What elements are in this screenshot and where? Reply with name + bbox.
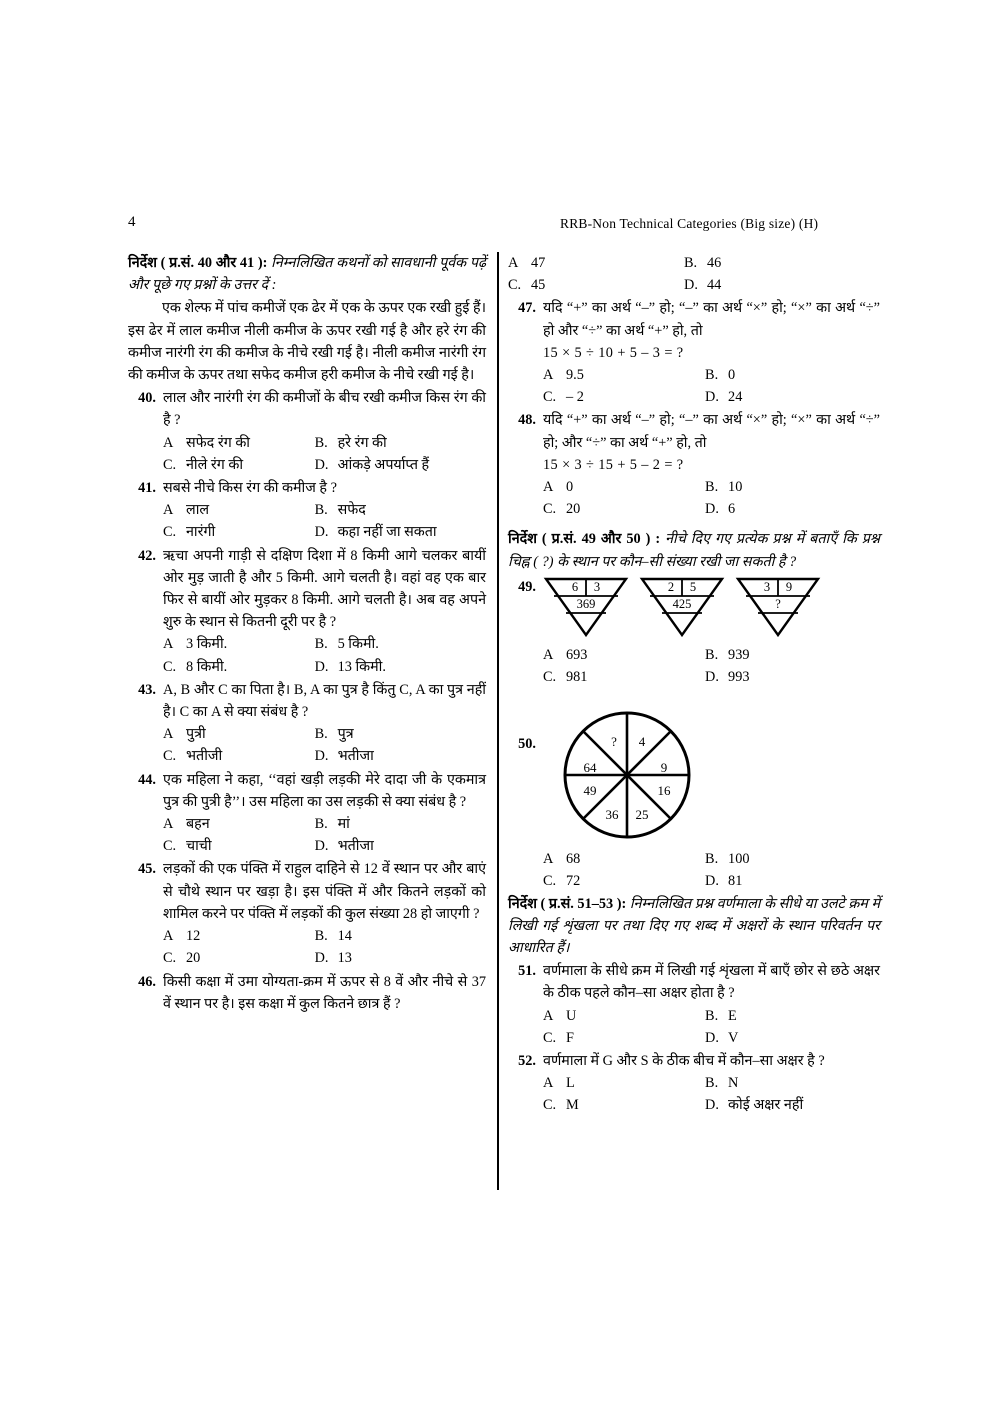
option-value: भतीजा xyxy=(337,748,374,765)
option-value: नारंगी xyxy=(186,524,216,541)
question-41 xyxy=(128,477,486,544)
option-row xyxy=(163,925,486,947)
question-42 xyxy=(128,545,486,678)
question-49-figure xyxy=(543,576,880,640)
option-d[interactable] xyxy=(705,870,880,892)
option-row xyxy=(543,644,880,666)
option-row xyxy=(163,947,486,969)
option-value: 68 xyxy=(566,851,581,868)
option-row xyxy=(163,499,486,521)
option-value: 8 किमी. xyxy=(186,658,228,675)
option-b[interactable] xyxy=(315,499,486,521)
directions-51-53 xyxy=(508,893,880,960)
option-label: C. xyxy=(163,456,177,473)
option-b[interactable] xyxy=(684,252,874,274)
question-46-text: किसी कक्षा में उमा योग्यता-क्रम में ऊपर से 8 वें और नीचे से 37 वें स्थान पर है। इस कक्षा में कुल कितने छात्र हैं ? xyxy=(163,973,486,1012)
directions-40-41 xyxy=(128,252,486,296)
option-label: D. xyxy=(314,658,329,675)
question-46-number: 46. xyxy=(138,973,156,990)
option-label: D. xyxy=(705,1097,719,1114)
directions-51-53-body: निम्नलिखित प्रश्न वर्णमाला के सीधे या उलटे क्रम में लिखी गई शृंखला पर तथा दिए गए शब्द में अक्षरों के स्थान परिवर्तन पर आधारित हैं। xyxy=(508,895,880,957)
directions-51-53-lead: निर्देश ( प्र.सं. 51–53 ): xyxy=(508,895,627,912)
option-d[interactable] xyxy=(705,1027,880,1049)
option-value: सफेद xyxy=(337,502,366,519)
option-value: 939 xyxy=(728,646,750,663)
triangle-3-top-right: 9 xyxy=(785,579,793,594)
question-50-options xyxy=(543,848,880,892)
question-48-text: यदि “+” का अर्थ “–” हो; “–” का अर्थ “×” हो; “×” का अर्थ “÷” हो; और “÷” का अर्थ “+” हो, तो xyxy=(543,412,880,451)
option-label: D. xyxy=(314,524,329,541)
option-label: A xyxy=(163,434,174,451)
option-value: भतीजी xyxy=(186,748,223,765)
option-value: 993 xyxy=(728,669,750,686)
option-value: U xyxy=(566,1007,577,1024)
question-52-options xyxy=(543,1072,880,1116)
option-d[interactable] xyxy=(705,666,880,688)
sector-value-4: 16 xyxy=(657,783,671,799)
option-label: B. xyxy=(314,816,328,833)
option-label: B. xyxy=(314,726,328,743)
option-value: पुत्री xyxy=(186,726,206,743)
option-b[interactable] xyxy=(315,432,486,454)
option-value: पुत्र xyxy=(337,726,354,743)
question-41-options xyxy=(163,499,486,543)
option-c[interactable] xyxy=(543,870,705,892)
triangle-1-top xyxy=(543,580,629,595)
option-row xyxy=(163,745,486,767)
option-label: D. xyxy=(314,456,329,473)
option-row xyxy=(508,274,880,296)
question-45-options xyxy=(163,925,486,969)
question-48 xyxy=(508,409,880,520)
option-label: D. xyxy=(684,277,698,294)
option-label: B. xyxy=(684,255,698,271)
option-value: – 2 xyxy=(566,389,584,406)
option-label: C. xyxy=(543,501,557,518)
passage-shirts: एक शेल्फ में पांच कमीजें एक ढेर में एक के ऊपर एक रखी हुई हैं। इस ढेर में लाल कमीज नीली कमीज के ऊपर रखी गई है और हरे रंग की कमीज नारंगी रंग की कमीज के नीचे रखी गई है। नीली कमीज नारंगी रंग की कमीज के ऊपर तथा सफेद कमीज हरी कमीज के नीचे रखी गई है। xyxy=(128,300,486,384)
question-40-text: लाल और नारंगी रंग की कमीजों के बीच रखी कमीज किस रंग की है ? xyxy=(163,390,486,429)
question-46 xyxy=(128,971,486,1015)
directions-40-41-lead: निर्देश ( प्र.सं. 40 और 41 ): xyxy=(128,255,268,271)
question-52 xyxy=(508,1050,880,1117)
option-value: 24 xyxy=(728,389,743,406)
option-label: C. xyxy=(543,389,557,406)
triangle-1 xyxy=(543,576,629,638)
question-40 xyxy=(128,387,486,476)
option-value: नीले रंग की xyxy=(186,456,244,473)
option-d[interactable] xyxy=(315,454,486,476)
option-a[interactable] xyxy=(163,925,315,947)
option-label: A xyxy=(543,1007,554,1024)
option-value: 0 xyxy=(728,367,736,384)
option-label: B. xyxy=(705,1075,719,1092)
question-43 xyxy=(128,679,486,768)
option-row xyxy=(163,633,486,655)
option-row xyxy=(543,848,880,870)
question-52-number: 52. xyxy=(518,1053,536,1070)
option-label: A xyxy=(543,479,554,496)
page-number: 4 xyxy=(128,214,136,230)
question-41-number: 41. xyxy=(138,480,156,497)
option-label: C. xyxy=(543,873,557,890)
option-row xyxy=(543,870,880,892)
question-50-figure xyxy=(557,709,697,841)
option-label: A xyxy=(543,646,554,663)
option-c[interactable] xyxy=(163,745,315,767)
option-a[interactable] xyxy=(163,813,315,835)
option-row xyxy=(543,476,880,498)
option-d[interactable] xyxy=(705,498,880,520)
option-value: 693 xyxy=(566,646,588,663)
option-value: M xyxy=(566,1097,579,1114)
question-44-text: एक महिला ने कहा, ‘‘वहां खड़ी लड़की मेरे दादा जी के एकमात्र पुत्र की पुत्री है’’। उस महिला का उस लड़की से क्या संबंध है ? xyxy=(163,771,486,810)
option-value: 20 xyxy=(186,950,201,967)
option-label: A xyxy=(163,502,174,519)
option-label: B. xyxy=(314,502,328,519)
option-b[interactable] xyxy=(315,723,486,745)
question-47 xyxy=(508,297,880,408)
question-44-options xyxy=(163,813,486,857)
option-d[interactable] xyxy=(315,835,486,857)
question-49-options xyxy=(543,644,880,688)
sector-value-6: 36 xyxy=(605,807,619,823)
option-row xyxy=(543,1027,880,1049)
option-a[interactable] xyxy=(543,848,705,870)
option-c[interactable] xyxy=(543,1027,705,1049)
question-51-text: वर्णमाला के सीधे क्रम में लिखी गई शृंखला में बाएँ छोर से छठे अक्षर के ठीक पहले कौन–सा अक्षर होता है ? xyxy=(543,963,880,1002)
left-column xyxy=(128,252,486,1015)
column-divider xyxy=(497,252,499,1190)
option-value: 44 xyxy=(707,277,722,294)
question-40-number: 40. xyxy=(138,390,156,407)
option-value: मां xyxy=(337,816,350,833)
option-label: B. xyxy=(705,1007,719,1024)
option-d[interactable] xyxy=(705,386,880,408)
option-label: B. xyxy=(705,367,719,384)
option-b[interactable] xyxy=(315,633,486,655)
triangle-3-bottom: ? xyxy=(775,596,781,611)
option-a[interactable] xyxy=(508,252,684,274)
option-d[interactable] xyxy=(705,1094,880,1116)
option-value: 100 xyxy=(728,851,750,868)
option-value: चाची xyxy=(186,838,212,855)
option-value: 10 xyxy=(728,479,743,496)
sector-value-5: 25 xyxy=(635,807,649,823)
option-row xyxy=(543,498,880,520)
sector-value-8: 64 xyxy=(583,760,597,776)
option-c[interactable] xyxy=(543,386,705,408)
question-49-number: 49. xyxy=(518,578,536,595)
option-value: 3 किमी. xyxy=(186,636,228,653)
sector-value-1: ? xyxy=(611,734,617,750)
option-value: लाल xyxy=(186,502,210,519)
option-row xyxy=(543,1005,880,1027)
option-label: A xyxy=(163,816,174,833)
option-row xyxy=(163,521,486,543)
option-label: A xyxy=(163,726,174,743)
option-value: कहा नहीं जा सकता xyxy=(337,524,437,541)
question-48-options xyxy=(543,476,880,520)
option-value: E xyxy=(728,1007,737,1024)
sector-value-2: 4 xyxy=(638,734,646,750)
option-d[interactable] xyxy=(684,274,874,296)
triangle-2-top xyxy=(639,580,725,595)
question-51-number: 51. xyxy=(518,963,536,980)
option-label: D. xyxy=(705,501,719,518)
option-c[interactable] xyxy=(163,947,315,969)
option-label: C. xyxy=(543,669,557,686)
option-a[interactable] xyxy=(543,1005,705,1027)
option-b[interactable] xyxy=(315,813,486,835)
option-c[interactable] xyxy=(543,498,705,520)
option-label: B. xyxy=(314,636,328,653)
question-40-options xyxy=(163,432,486,476)
option-label: B. xyxy=(705,646,719,663)
option-row xyxy=(163,656,486,678)
option-b[interactable] xyxy=(705,364,880,386)
option-b[interactable] xyxy=(315,925,486,947)
question-49 xyxy=(508,576,880,688)
triangle-3-top xyxy=(735,580,821,595)
option-label: C. xyxy=(163,748,177,765)
question-52-text: वर्णमाला में G और S के ठीक बीच में कौन–सा अक्षर है ? xyxy=(543,1053,825,1070)
question-51 xyxy=(508,960,880,1049)
question-42-options xyxy=(163,633,486,677)
option-value: 981 xyxy=(566,669,588,686)
option-label: D. xyxy=(705,389,719,406)
sector-value-7: 49 xyxy=(583,783,597,799)
option-label: D. xyxy=(705,1029,719,1046)
option-value: 6 xyxy=(728,501,736,518)
question-48-number: 48. xyxy=(518,412,536,429)
option-value: 47 xyxy=(531,255,546,271)
exam-header: RRB-Non Technical Categories (Big size) (H) xyxy=(560,216,819,231)
question-42-number: 42. xyxy=(138,547,156,564)
option-a[interactable] xyxy=(163,499,315,521)
option-value: 45 xyxy=(531,277,546,294)
option-c[interactable] xyxy=(163,454,315,476)
option-value: 13 xyxy=(337,950,352,967)
triangle-1-top-left: 6 xyxy=(571,579,579,594)
option-label: B. xyxy=(705,479,719,496)
option-row xyxy=(163,835,486,857)
option-d[interactable] xyxy=(315,947,486,969)
option-value: 12 xyxy=(186,928,201,945)
option-row xyxy=(543,666,880,688)
option-value: 9.5 xyxy=(566,367,584,384)
question-45-number: 45. xyxy=(138,861,156,878)
triangle-2-top-right: 5 xyxy=(689,579,697,594)
option-b[interactable] xyxy=(705,848,880,870)
option-label: D. xyxy=(314,748,329,765)
triangle-1-bottom: 369 xyxy=(576,596,596,611)
option-d[interactable] xyxy=(315,521,486,543)
option-c[interactable] xyxy=(543,666,705,688)
option-value: 14 xyxy=(337,928,352,945)
directions-49-50-body: नीचे दिए गए प्रत्येक प्रश्न में बताएँ कि प्रश्न चिह्न ( ?) के स्थान पर कौन–सी संख्या रखी जा सकती है ? xyxy=(508,531,880,570)
option-label: C. xyxy=(163,658,177,675)
option-d[interactable] xyxy=(315,656,486,678)
option-label: C. xyxy=(508,277,522,294)
question-50 xyxy=(508,709,880,892)
right-column xyxy=(508,252,880,1117)
option-a[interactable] xyxy=(543,644,705,666)
option-label: D. xyxy=(705,669,719,686)
option-value: L xyxy=(566,1075,575,1092)
option-row xyxy=(508,252,880,274)
option-row xyxy=(543,364,880,386)
option-label: D. xyxy=(705,873,719,890)
option-label: B. xyxy=(314,434,328,451)
option-value: 0 xyxy=(566,479,574,496)
option-value: F xyxy=(566,1029,574,1046)
option-label: A xyxy=(508,255,519,271)
option-label: C. xyxy=(543,1029,557,1046)
option-value: 20 xyxy=(566,501,581,518)
option-row xyxy=(163,454,486,476)
question-42-text: ऋचा अपनी गाड़ी से दक्षिण दिशा में 8 किमी आगे चलकर बायीं ओर मुड़ जाती है और 5 किमी. आगे चलती है। वहां वह एक बार फिर से बायीं ओर मुड़कर 8 किमी. आगे चलती है। अब वह अपने शुरु के स्थान से कितनी दूरी पर है ? xyxy=(163,547,486,631)
option-value: हरे रंग की xyxy=(337,434,387,451)
option-c[interactable] xyxy=(163,656,315,678)
directions-49-50-lead: निर्देश ( प्र.सं. 49 और 50 ) : xyxy=(508,531,661,548)
question-45 xyxy=(128,858,486,969)
option-b[interactable] xyxy=(705,1072,880,1094)
sector-value-3: 9 xyxy=(660,760,668,776)
option-a[interactable] xyxy=(163,633,315,655)
option-row xyxy=(163,813,486,835)
option-row xyxy=(543,1094,880,1116)
option-row xyxy=(543,386,880,408)
option-label: B. xyxy=(314,928,328,945)
option-label: C. xyxy=(543,1097,557,1114)
option-b[interactable] xyxy=(705,476,880,498)
option-label: C. xyxy=(163,838,177,855)
option-label: A xyxy=(543,1075,554,1092)
option-value: सफेद रंग की xyxy=(186,434,251,451)
triangle-3-top-left: 3 xyxy=(763,579,771,594)
option-label: D. xyxy=(314,950,329,967)
option-value: N xyxy=(728,1075,739,1092)
option-value: 46 xyxy=(707,255,722,271)
question-43-options xyxy=(163,723,486,767)
option-c[interactable] xyxy=(163,835,315,857)
question-47-expression: 15 × 5 ÷ 10 + 5 – 3 = ? xyxy=(543,344,684,361)
option-value: 13 किमी. xyxy=(337,658,386,675)
option-a[interactable] xyxy=(543,476,705,498)
question-43-number: 43. xyxy=(138,681,156,698)
option-a[interactable] xyxy=(163,432,315,454)
question-43-text: A, B और C का पिता है। B, A का पुत्र है किंतु C, A का पुत्र नहीं है। C का A से क्या संबंध है ? xyxy=(163,681,486,721)
question-51-options xyxy=(543,1005,880,1049)
option-c[interactable] xyxy=(508,274,684,296)
directions-40-41-body: निम्नलिखित कथनों को सावधानी पूर्वक पढ़ें और पूछे गए प्रश्नों के उत्तर दें : xyxy=(128,255,486,294)
directions-49-50 xyxy=(508,528,880,572)
question-47-text: यदि “+” का अर्थ “–” हो; “–” का अर्थ “×” हो; “×” का अर्थ “÷” हो और “÷” का अर्थ “+” हो, तो xyxy=(543,300,880,339)
question-47-options xyxy=(543,364,880,408)
option-value: आंकड़े अपर्याप्त हैं xyxy=(337,456,430,473)
option-c[interactable] xyxy=(543,1094,705,1116)
option-row xyxy=(163,432,486,454)
option-value: 5 किमी. xyxy=(337,636,379,653)
option-c[interactable] xyxy=(163,521,315,543)
question-46-options xyxy=(508,252,880,296)
triangle-2-bottom: 425 xyxy=(672,596,692,611)
option-label: A xyxy=(163,636,174,653)
option-row xyxy=(163,723,486,745)
option-value: 81 xyxy=(728,873,743,890)
triangle-1-top-right: 3 xyxy=(593,579,601,594)
question-45-text: लड़कों की एक पंक्ति में राहुल दाहिने से 12 वें स्थान पर और बाएं से चौथे स्थान पर खड़ा है। इस पंक्ति में और कितने लड़कों को शामिल करने पर पंक्ति में लड़कों की कुल संख्या 28 हो जाएगी ? xyxy=(163,861,486,922)
question-44 xyxy=(128,769,486,858)
option-label: A xyxy=(543,367,554,384)
option-a[interactable] xyxy=(543,1072,705,1094)
option-b[interactable] xyxy=(705,644,880,666)
option-b[interactable] xyxy=(705,1005,880,1027)
question-50-number: 50. xyxy=(518,736,536,753)
option-label: A xyxy=(543,851,554,868)
option-d[interactable] xyxy=(315,745,486,767)
option-value: भतीजा xyxy=(337,838,374,855)
question-44-number: 44. xyxy=(138,771,156,788)
option-a[interactable] xyxy=(543,364,705,386)
option-a[interactable] xyxy=(163,723,315,745)
option-label: B. xyxy=(705,851,719,868)
triangle-3 xyxy=(735,576,821,638)
option-label: D. xyxy=(314,838,329,855)
option-value: कोई अक्षर नहीं xyxy=(728,1097,804,1114)
question-48-expression: 15 × 3 ÷ 15 + 5 – 2 = ? xyxy=(543,456,684,473)
option-label: A xyxy=(163,928,174,945)
option-value: V xyxy=(728,1029,739,1046)
option-value: बहन xyxy=(186,816,210,833)
option-value: 72 xyxy=(566,873,581,890)
option-row xyxy=(543,1072,880,1094)
triangle-2 xyxy=(639,576,725,638)
triangle-2-top-left: 2 xyxy=(667,579,675,594)
question-47-number: 47. xyxy=(518,300,536,317)
option-label: C. xyxy=(163,524,177,541)
option-label: C. xyxy=(163,950,177,967)
question-41-text: सबसे नीचे किस रंग की कमीज है ? xyxy=(163,480,337,497)
